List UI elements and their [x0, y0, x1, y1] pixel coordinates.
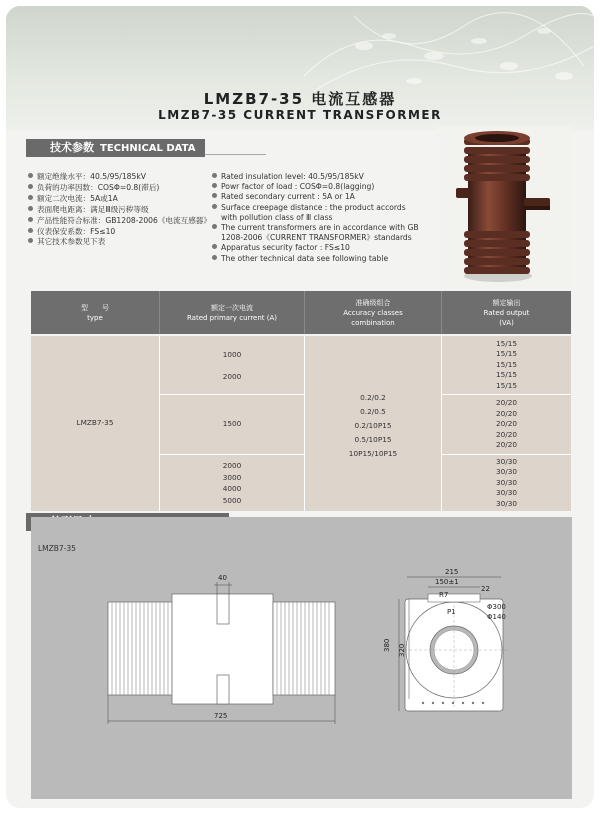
dimension-model-label: LMZB7-35 — [38, 544, 76, 553]
spec-item-en: Rated secondary current : 5A or 1A — [212, 192, 419, 202]
table-cell-output-group: 15/15 15/15 15/15 15/15 15/15 — [495, 338, 518, 390]
bullet-icon — [28, 195, 33, 200]
bullet-icon — [28, 228, 33, 233]
spec-item-cn: 其它技术参数见下表 — [28, 237, 211, 248]
spec-item-en: The current transformers are in accordance with GB — [212, 223, 419, 233]
dim-width-150: 150±1 — [435, 578, 459, 586]
table-cell-current-group: 1500 — [222, 419, 242, 429]
spec-item-cn: 仪表保安系数：FS≤10 — [28, 227, 211, 238]
technical-data-header — [26, 139, 205, 157]
bullet-icon — [28, 238, 33, 243]
table-cell-output-group: 30/30 30/30 30/30 30/30 30/30 — [495, 456, 518, 508]
dim-width-215: 215 — [445, 568, 459, 576]
spec-item-en: Surface creepage distance : the product accords — [212, 203, 419, 213]
side-view-drawing — [108, 574, 335, 724]
specs-en-list — [212, 172, 419, 264]
dim-r7: R7 — [439, 591, 449, 599]
dimension-drawing — [31, 517, 572, 799]
bullet-icon — [212, 173, 217, 178]
table-cell-model: LMZB7-35 — [76, 418, 114, 428]
bullet-icon — [28, 217, 33, 222]
spec-item-en: Apparatus security factor : FS≤10 — [212, 243, 419, 253]
spec-item-en: Rated insulation level: 40.5/95/185kV — [212, 172, 419, 182]
page — [6, 6, 594, 808]
spec-item-cn: 负荷的功率因数：COSΦ=0.8(滞后) — [28, 183, 211, 194]
bullet-icon — [28, 173, 33, 178]
bullet-icon — [212, 204, 217, 209]
end-view-drawing — [383, 568, 509, 711]
dim-d140: Φ140 — [487, 613, 506, 621]
header-type: 型 号 type — [81, 303, 109, 322]
bullet-icon — [212, 255, 217, 260]
page-title-en: LMZB7-35 CURRENT TRANSFORMER — [158, 108, 442, 122]
spec-item-en: Powr factor of load : COSΦ=0.8(lagging) — [212, 182, 419, 192]
dim-p1: P1 — [447, 608, 456, 616]
spec-item-cn: 表面爬电距离：满足Ⅲ级污秽等级 — [28, 205, 211, 216]
technical-data-title-en: TECHNICAL DATA — [100, 143, 196, 154]
bullet-icon — [28, 206, 33, 211]
spec-item-cn: 额定二次电流：5A或1A — [28, 194, 211, 205]
dim-22: 22 — [481, 585, 490, 593]
table-cell-current-group: 1000 2000 — [222, 350, 242, 381]
bullet-icon — [212, 183, 217, 188]
dim-h320: 320 — [398, 643, 406, 657]
bullet-icon — [28, 184, 33, 189]
spec-item-cn: 产品性能符合标准：GB1208-2006《电流互感器》 — [28, 216, 211, 227]
table-cell-output-group: 20/20 20/20 20/20 20/20 20/20 — [495, 398, 518, 450]
spec-item-en: The other technical data see following table — [212, 254, 419, 264]
dim-length: 725 — [214, 712, 228, 720]
table-cell-current-group: 2000 3000 4000 5000 — [222, 461, 242, 505]
technical-data-title-cn: 技术参数 — [50, 141, 94, 154]
product-photo — [438, 126, 572, 288]
bullet-icon — [212, 193, 217, 198]
page-title-cn: LMZB7-35 电流互感器 — [203, 90, 397, 108]
spec-item-en: with pollution class of Ⅲ class — [221, 212, 333, 222]
table-cell-accuracy: 0.2/0.2 0.2/0.5 0.2/10P15 0.5/10P15 10P15/10P15 — [348, 393, 398, 458]
table-body — [31, 336, 571, 511]
dim-d300: Φ300 — [487, 603, 506, 611]
header-output: 额定输出 Rated output (VA) — [483, 298, 530, 327]
dim-gap: 40 — [218, 574, 227, 582]
bullet-icon — [212, 224, 217, 229]
dim-h380: 380 — [383, 638, 391, 652]
specs-cn-list — [28, 172, 211, 248]
bullet-icon — [212, 244, 217, 249]
header-accuracy: 准确级组合 Accuracy classes combination — [343, 298, 403, 327]
header-primary-current: 额定一次电流 Rated primary current (A) — [186, 303, 278, 322]
spec-item-en: 1208-2006《CURRENT TRANSFORMER》standards — [221, 233, 412, 243]
decorative-pattern — [294, 6, 594, 101]
spec-item-cn: 额定绝缘水平：40.5/95/185kV — [28, 172, 211, 183]
table-header — [31, 291, 571, 334]
